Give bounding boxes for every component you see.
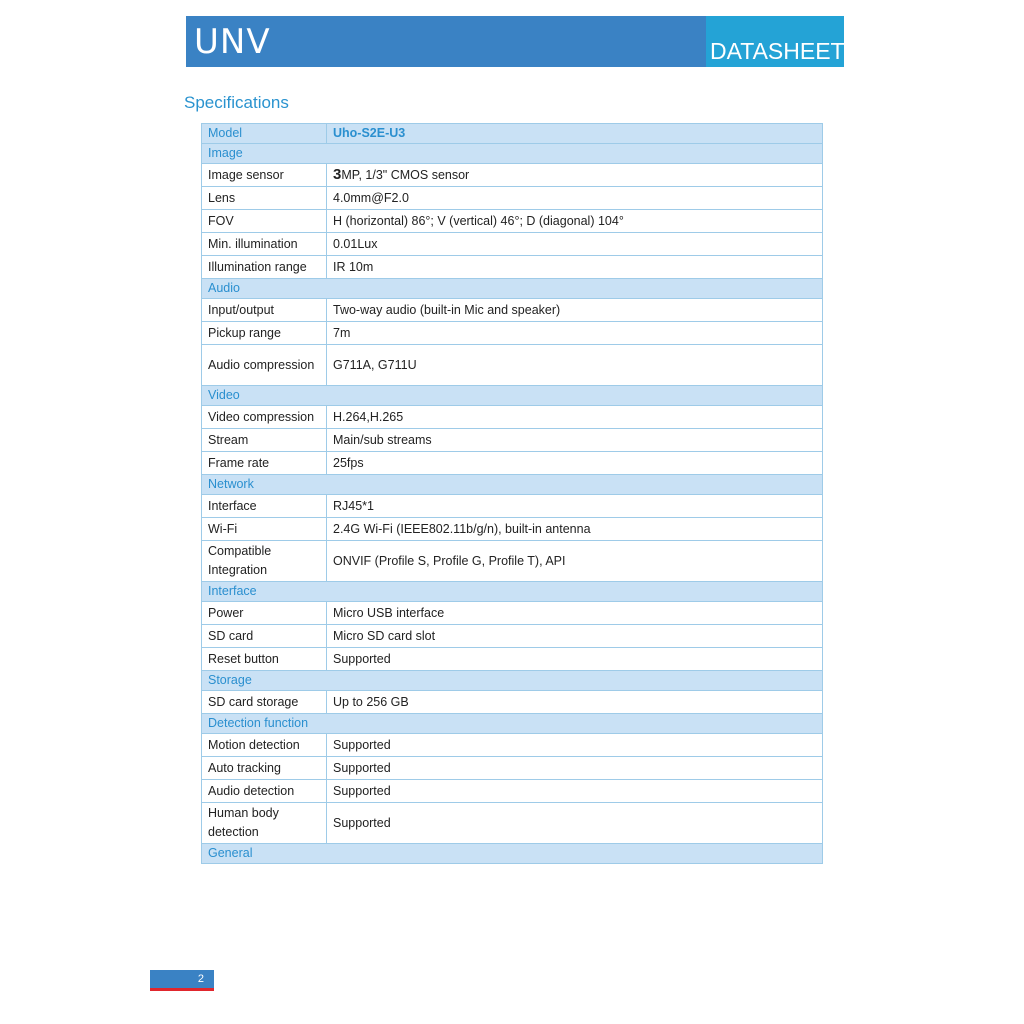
group-header: Detection function [202,714,823,734]
spec-value: Micro SD card slot [327,625,823,648]
model-value: Uho-S2E-U3 [327,124,823,144]
spec-row [202,164,823,187]
header-bar [186,16,844,67]
spec-value: Supported [327,648,823,671]
spec-value: Main/sub streams [327,429,823,452]
spec-value-text: MP, 1/3" CMOS sensor [341,168,470,182]
spec-row [202,187,823,210]
model-label: Model [202,124,327,144]
group-header: Storage [202,671,823,691]
group-header: Video [202,386,823,406]
spec-value-prefix: 3 [333,166,342,183]
spec-value: Supported [327,734,823,757]
group-header: Image [202,144,823,164]
spec-value: Supported [327,757,823,780]
datasheet-title: DATASHEET [710,38,845,64]
group-header: Audio [202,279,823,299]
spec-row [202,734,823,757]
spec-label: Motion detection [202,734,327,757]
spec-value: Micro USB interface [327,602,823,625]
group-header-row [202,582,823,602]
spec-value: H.264,H.265 [327,406,823,429]
spec-value: IR 10m [327,256,823,279]
spec-label: Illumination range [202,256,327,279]
spec-value: 0.01Lux [327,233,823,256]
spec-label: Stream [202,429,327,452]
datasheet-banner [706,16,844,67]
spec-label: Video compression [202,406,327,429]
spec-row [202,406,823,429]
spec-label: Power [202,602,327,625]
spec-row [202,452,823,475]
spec-row [202,210,823,233]
spec-label: Pickup range [202,322,327,345]
spec-row [202,518,823,541]
spec-row [202,757,823,780]
spec-row [202,803,823,844]
spec-row [202,648,823,671]
page-number-underline [150,988,214,991]
spec-value: Supported [327,780,823,803]
spec-label: Min. illumination [202,233,327,256]
spec-label: Compatible Integration [202,541,327,582]
spec-label: Audio compression [202,345,327,386]
spec-row [202,429,823,452]
spec-value: ONVIF (Profile S, Profile G, Profile T), API [327,541,823,582]
group-header-row [202,144,823,164]
spec-label: Human body detection [202,803,327,844]
spec-value [327,164,823,187]
spec-label: Interface [202,495,327,518]
spec-row [202,233,823,256]
spec-label: SD card storage [202,691,327,714]
spec-label: Wi-Fi [202,518,327,541]
spec-label: Image sensor [202,164,327,187]
spec-row [202,256,823,279]
spec-label: FOV [202,210,327,233]
group-header-row [202,475,823,495]
spec-value: Supported [327,803,823,844]
spec-row [202,541,823,582]
spec-value: 2.4G Wi-Fi (IEEE802.11b/g/n), built-in antenna [327,518,823,541]
spec-value: 4.0mm@F2.0 [327,187,823,210]
spec-value: H (horizontal) 86°; V (vertical) 46°; D (diagonal) 104° [327,210,823,233]
spec-label: Frame rate [202,452,327,475]
spec-label: Audio detection [202,780,327,803]
spec-row [202,780,823,803]
spec-label: Input/output [202,299,327,322]
group-header: Network [202,475,823,495]
model-row [202,124,823,144]
spec-label: Auto tracking [202,757,327,780]
group-header-row [202,279,823,299]
group-header: Interface [202,582,823,602]
spec-table [201,123,823,864]
spec-value: Two-way audio (built-in Mic and speaker) [327,299,823,322]
group-header-row [202,386,823,406]
section-title: Specifications [184,93,289,112]
spec-value: 25fps [327,452,823,475]
spec-value: 7m [327,322,823,345]
spec-row [202,625,823,648]
spec-label: Lens [202,187,327,210]
spec-row [202,691,823,714]
page-number: 2 [150,970,214,988]
spec-value: RJ45*1 [327,495,823,518]
spec-row [202,602,823,625]
spec-row [202,495,823,518]
group-header: General [202,844,823,864]
spec-row [202,322,823,345]
spec-row [202,299,823,322]
spec-label: SD card [202,625,327,648]
spec-row [202,345,823,386]
group-header-row [202,844,823,864]
spec-value: Up to 256 GB [327,691,823,714]
spec-value: G711A, G711U [327,345,823,386]
group-header-row [202,671,823,691]
spec-label: Reset button [202,648,327,671]
unv-logo: UNV [194,22,271,62]
group-header-row [202,714,823,734]
